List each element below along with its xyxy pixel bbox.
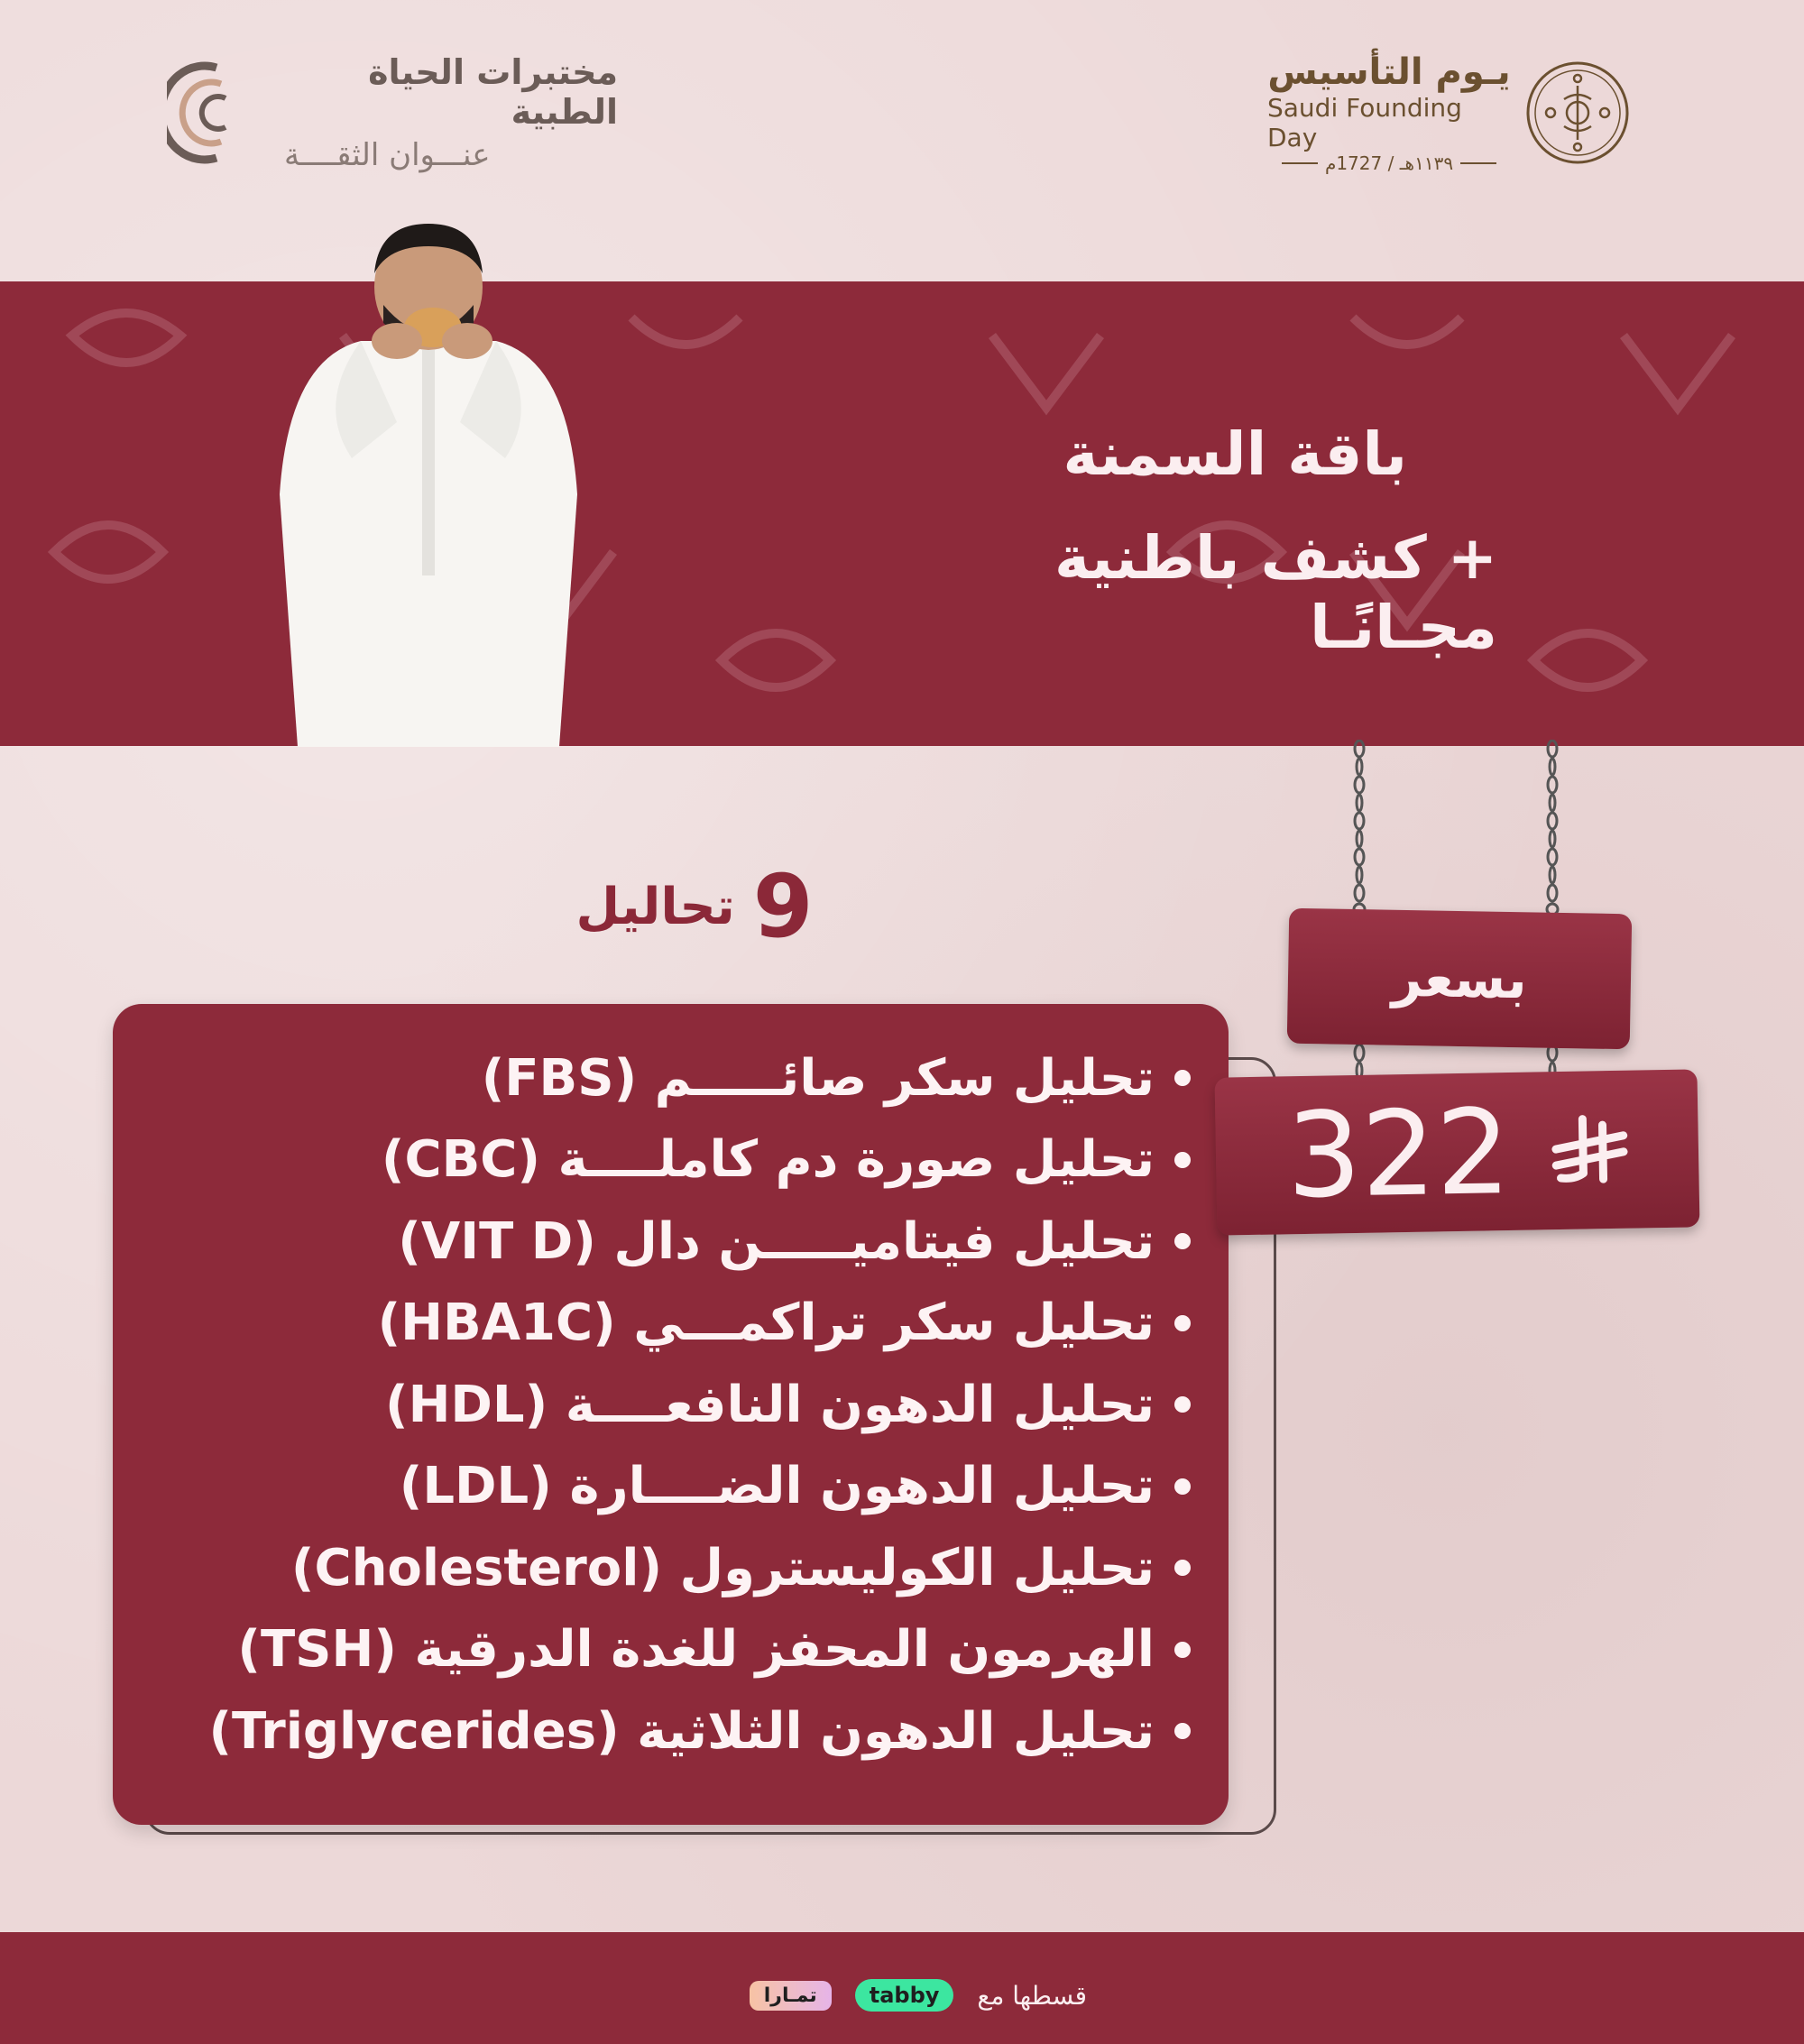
lab-slogan: عنـــوان الثقــــة [284,137,491,173]
saudi-riyal-icon [1546,1113,1628,1187]
test-item-label: تحليل صورة دم كاملــــة (CBC) [381,1130,1155,1190]
price-label: بسعر [1391,946,1528,1011]
test-item-label: تحليل سكر تراكمـــي (HBA1C) [377,1294,1155,1353]
bullet-icon [1174,1642,1191,1658]
installment-label: قسطها مع [977,1980,1087,2011]
test-item-label: تحليل سكر صائـــــم (FBS) [481,1048,1155,1108]
chain-icon [1543,740,1561,916]
test-item-label: تحليل الكوليسترول (Cholesterol) [290,1538,1155,1597]
test-item-label: الهرمون المحفز للغدة الدرقية (TSH) [237,1620,1155,1680]
test-item-label: تحليل الدهون الضــــارة (LDL) [399,1457,1155,1516]
test-item [171,1283,1191,1365]
bullet-icon [1174,1233,1191,1249]
test-item [171,1037,1191,1119]
test-item [171,1364,1191,1446]
test-item-label: تحليل الدهون النافعــــة (HDL) [384,1375,1155,1434]
lab-name: مختبرات الحياة الطبية [368,52,618,132]
test-item [171,1527,1191,1609]
bullet-icon [1174,1070,1191,1086]
founding-day-year-text: ١١٣٩هـ / 1727م [1324,152,1454,174]
lab-logo [167,54,618,171]
chain-icon [1350,740,1368,916]
test-item [171,1119,1191,1202]
founding-day-arabic: يـوم التأسيس [1267,51,1511,93]
tamara-logo: تمـارا [750,1981,832,2011]
package-title: باقة السمنة [1063,419,1407,489]
founding-day-english: Saudi Founding Day [1267,93,1462,152]
test-item [171,1201,1191,1283]
bullet-icon [1174,1396,1191,1413]
founding-day-seal-icon [1523,59,1632,167]
test-item-label: تحليل فيتاميـــــن دال (VIT D) [398,1211,1155,1271]
tests-count-number: 9 [752,856,814,957]
bullet-icon [1174,1152,1191,1168]
man-eating-image [262,224,595,747]
test-item [171,1690,1191,1772]
bullet-icon [1174,1478,1191,1495]
installment-options [726,1975,1087,2015]
test-item [171,1446,1191,1528]
tests-count-label: تحاليل [575,877,735,936]
test-item [171,1609,1191,1691]
tests-count [559,857,830,956]
tabby-logo: tabby [855,1979,954,2012]
test-item-label: تحليل الدهون الثلاثية (Triglycerides) [208,1701,1155,1761]
tests-list [171,1037,1191,1772]
founding-day-year [1282,152,1496,174]
price-label-sign [1287,908,1633,1050]
bullet-icon [1174,1723,1191,1739]
founding-day-logo [1267,51,1637,174]
bullet-icon [1174,1315,1191,1331]
bullet-icon [1174,1560,1191,1576]
lab-logo-mark [167,59,266,167]
package-subtitle: + كشف باطنية مجـانًـا [1054,523,1497,662]
price-sign [1215,1069,1700,1235]
price-value: 322 [1285,1082,1512,1224]
